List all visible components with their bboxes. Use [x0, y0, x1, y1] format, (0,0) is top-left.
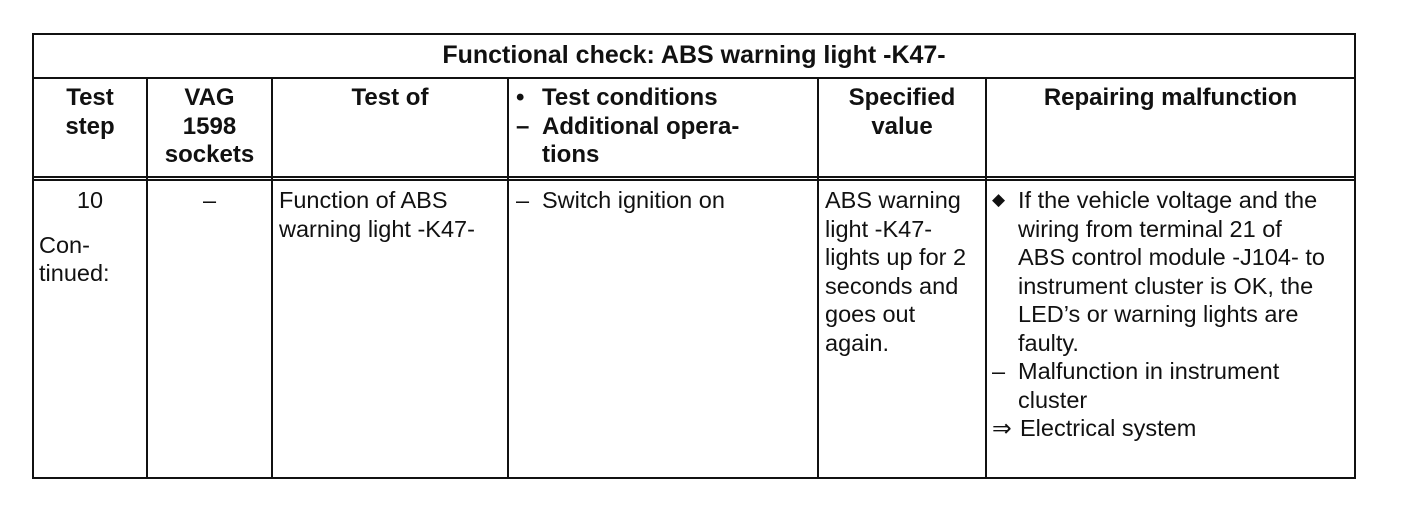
header-repairing-malfunction: Repairing malfunction — [1043, 84, 1298, 111]
cell-repairing-malfunction — [987, 181, 1356, 479]
cell-test-step — [34, 181, 146, 479]
diamond-bullet-icon: ◆ — [992, 190, 1006, 209]
functional-check-table — [32, 33, 1356, 479]
dash-icon: – — [516, 187, 530, 213]
cell-test-conditions: – Switch ignition on — [516, 187, 725, 213]
bullet-icon: • — [516, 84, 525, 111]
header-test-conditions: • Test conditions – Additional opera- tions — [516, 84, 740, 168]
repair-dash-item: – Malfunction in instrument cluster — [992, 358, 1280, 413]
header-test-of: Test of — [351, 84, 429, 111]
cell-vag-socket: – — [202, 187, 217, 213]
arrow-right-icon: ⇒ — [992, 415, 1012, 441]
header-vag-sockets: VAG 1598 sockets — [164, 84, 255, 168]
table-row — [34, 181, 1354, 479]
header-specified-value: Specified value — [848, 84, 956, 140]
repair-reference-item: ⇒ Electrical system — [992, 415, 1197, 441]
repair-bullet-item: ◆ If the vehicle voltage and the wiring from terminal 21 of ABS control module -J104- to instrument cluster is OK, the LED’s or warning lights are faulty. — [992, 187, 1325, 356]
step-number: 10 — [76, 187, 104, 213]
cell-specified-value: ABS warning light -K47- lights up for 2 seconds and goes out again. — [825, 187, 967, 356]
dash-icon: – — [992, 358, 1006, 384]
step-note: Con- tinued: — [39, 231, 110, 286]
header-test-step: Test step — [65, 84, 115, 140]
dash-icon: – — [516, 112, 530, 140]
header-row — [34, 77, 1354, 180]
cell-test-of: Function of ABS warning light -K47- — [279, 187, 475, 242]
table-title: Functional check: ABS warning light -K47- — [34, 35, 1354, 79]
